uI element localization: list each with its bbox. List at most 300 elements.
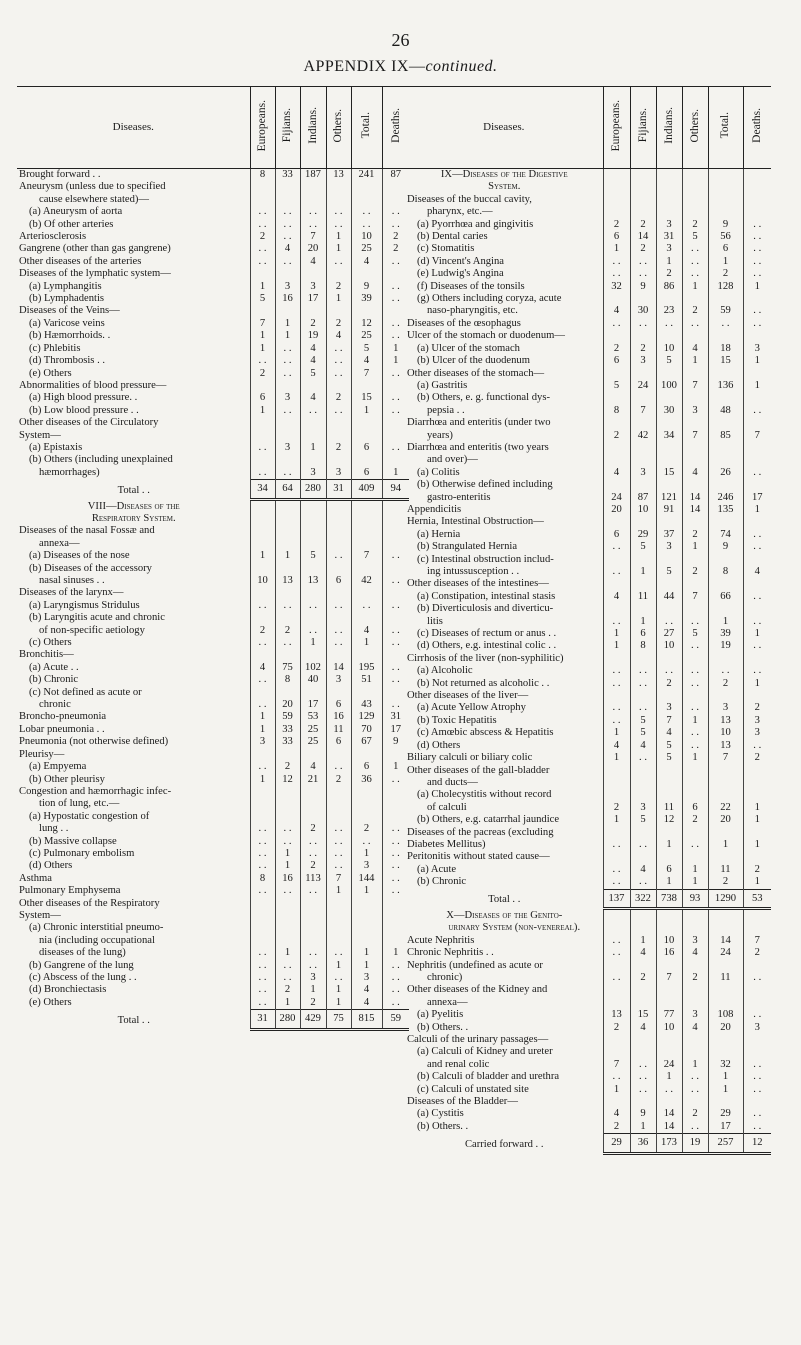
row-label: pharynx, etc.— [427,206,493,218]
row-value: 12 [656,814,682,826]
row-value [250,563,275,575]
table-row [17,243,409,255]
row-value: 14 [656,1121,682,1133]
row-label: Asthma [19,872,52,884]
table-row [405,256,771,268]
row-value: . . [682,1121,708,1133]
row-value: 1 [682,876,708,888]
row-value: 1 [250,281,275,293]
row-value: 5 [630,541,656,553]
table-row [405,935,771,947]
row-value: 108 [708,1009,743,1021]
row-value [250,687,275,699]
row-value: 14 [656,1108,682,1120]
row-value: 5 [656,740,682,752]
row-value: 1 [275,997,300,1009]
row-value: 39 [708,628,743,640]
table-row [405,343,771,355]
row-value: . . [630,256,656,268]
row-value: 1 [603,628,630,640]
row-value: . . [275,355,300,367]
row-value: . . [250,848,275,860]
row-value: 1 [250,724,275,736]
row-value [275,513,300,525]
row-value: 1 [743,678,771,690]
row-value [275,898,300,910]
table-row [17,442,409,454]
table-row [17,405,409,417]
col-europeans-label: Europeans. [610,99,623,151]
row-value: . . [275,256,300,268]
table-row [17,538,409,550]
row-value [656,827,682,839]
row-value: . . [382,984,409,996]
row-value: 17 [743,492,771,504]
row-value: . . [682,1071,708,1083]
row-value: 3 [326,467,351,479]
table-row [17,305,409,317]
row-label: Diseases of the nasal Fossæ and [19,525,155,537]
row-value [300,417,326,429]
row-label: (a) Laryngismus Stridulus [29,599,140,611]
row-value: . . [630,268,656,280]
row-value: . . [326,343,351,355]
row-value: 4 [326,330,351,342]
row-value: 129 [351,711,382,723]
row-value: 1 [275,947,300,959]
row-value: 26 [708,467,743,479]
row-label: pepsia . . [427,404,465,416]
row-value [326,563,351,575]
row-value [630,392,656,404]
row-value: 20 [603,504,630,516]
row-value [275,194,300,206]
row-value: . . [275,600,300,612]
table-row [17,848,409,860]
row-label: (a) Acute Yellow Atrophy [417,702,526,714]
row-value [351,525,382,537]
row-value [250,811,275,823]
row-value [275,786,300,798]
row-label: Broncho-pneumonia [19,711,107,723]
row-value: 187 [300,169,326,181]
row-value: 1 [743,876,771,888]
row-label: VIII—Diseases of the [87,500,180,512]
row-label: (g) Others including coryza, acute [417,293,562,305]
row-value: . . [382,972,409,984]
row-value: 3 [351,860,382,872]
row-value: . . [300,405,326,417]
row-value: 2 [275,761,300,773]
row-value: 66 [708,591,743,603]
row-value: 1 [300,637,326,649]
row-value [603,910,630,922]
row-value: . . [250,761,275,773]
row-value: 13 [708,715,743,727]
row-label: (c) Stomatitis [417,243,475,255]
row-value: 9 [708,541,743,553]
row-label: (a) Diseases of the nose [29,550,130,562]
row-value [743,1034,771,1046]
row-value: 10 [656,935,682,947]
row-value [603,777,630,789]
row-value: 2 [250,368,275,380]
table-row [405,368,771,380]
table-row [17,898,409,910]
row-value [743,789,771,801]
row-value: 4 [630,947,656,959]
row-value: . . [682,678,708,690]
row-label: gastro-enteritis [427,491,491,503]
row-value: 7 [351,550,382,562]
row-value [275,922,300,934]
row-value [682,997,708,1009]
row-value: . . [250,256,275,268]
row-value [275,798,300,810]
row-value: 13 [603,1009,630,1021]
row-value: 20 [300,243,326,255]
row-value: 1 [656,839,682,851]
row-value: . . [382,637,409,649]
row-value: 1 [326,997,351,1009]
row-label: chronic [39,699,71,711]
row-value: . . [630,678,656,690]
row-value: 6 [603,529,630,541]
page-title [0,58,801,76]
row-value: 2 [603,1121,630,1133]
row-value: 42 [351,575,382,587]
table-row [17,587,409,599]
row-value [351,181,382,193]
row-value: . . [682,1084,708,1096]
row-value: 280 [275,1010,300,1029]
row-value: . . [682,740,708,752]
row-value [603,1034,630,1046]
row-value [743,578,771,590]
page-number: 26 [391,30,410,50]
row-value: 2 [682,529,708,541]
row-value [275,649,300,661]
row-value [708,330,743,342]
table-row [405,678,771,690]
row-value: . . [630,665,656,677]
row-value [656,922,682,934]
row-value [300,194,326,206]
row-value: 5 [656,355,682,367]
row-value: 1 [300,442,326,454]
row-value: 1 [275,318,300,330]
row-value: 4 [603,740,630,752]
row-value [351,935,382,947]
row-value [708,454,743,466]
row-label: (b) Calculi of bladder and urethra [417,1071,560,1083]
table-row [405,355,771,367]
row-value [351,538,382,550]
row-value: 4 [682,467,708,479]
row-value [603,442,630,454]
row-value [326,587,351,599]
row-value [300,649,326,661]
row-value [743,910,771,922]
table-row [17,467,409,479]
row-label: (a) Calculi of Kidney and ureter [417,1046,553,1058]
row-value: 16 [275,873,300,885]
row-value: 87 [382,169,409,181]
row-value: 17 [300,293,326,305]
row-label: cause elsewhere stated)— [39,193,150,205]
row-value [743,554,771,566]
row-label: (c) Phlebitis [29,342,81,354]
row-value [682,851,708,863]
row-value [300,268,326,280]
row-value: . . [630,702,656,714]
row-value: 9 [382,736,409,748]
row-value [300,687,326,699]
row-value [275,935,300,947]
row-value: . . [275,637,300,649]
row-value: . . [326,947,351,959]
row-value: . . [250,947,275,959]
row-value: 1 [326,243,351,255]
row-value: . . [275,972,300,984]
row-value: . . [682,243,708,255]
row-value: 246 [708,492,743,504]
table-row [405,1108,771,1120]
total-row [17,480,409,499]
row-value: 1 [743,355,771,367]
row-value: . . [250,960,275,972]
row-value [682,765,708,777]
row-value [250,501,275,513]
row-value: 102 [300,662,326,674]
col-indians-label: Indians. [662,106,675,144]
table-row [405,814,771,826]
row-value: 7 [630,405,656,417]
row-value [351,811,382,823]
row-value: . . [603,268,630,280]
row-value [250,194,275,206]
row-value: 1 [250,550,275,562]
table-row [405,603,771,615]
row-value [603,554,630,566]
row-label: (b) Strangulated Hernia [417,541,518,553]
row-value: 7 [603,1059,630,1071]
row-value: . . [743,972,771,984]
row-label: Diarrhœa and enteritis (two years [407,441,549,453]
row-value: 1 [382,467,409,479]
row-value [250,538,275,550]
table-row [17,563,409,575]
row-value: . . [382,699,409,711]
row-value: 1 [326,293,351,305]
row-value: . . [351,836,382,848]
row-value [351,501,382,513]
row-label: (d) Others, e.g. intestinal colic . . [417,640,557,652]
row-value: 7 [708,752,743,764]
table-row [17,910,409,922]
row-value [708,392,743,404]
row-value: 94 [382,480,409,499]
row-value [743,851,771,863]
row-value: 3 [682,935,708,947]
row-label: and renal colic [427,1058,490,1070]
row-value: 19 [708,640,743,652]
row-value: 136 [708,380,743,392]
row-value: . . [351,219,382,231]
row-value [603,479,630,491]
row-value: . . [603,566,630,578]
table-row [405,628,771,640]
row-value: . . [275,219,300,231]
row-value: 7 [351,368,382,380]
col-europeans [603,87,630,169]
row-value [656,392,682,404]
row-label: (b) Gangrene of the lung [29,959,134,971]
row-label: (a) Aneurysm of aorta [29,206,123,218]
row-value: . . [250,637,275,649]
row-value: 17 [382,724,409,736]
row-value: 1 [326,984,351,996]
row-value: 7 [682,591,708,603]
row-value: 7 [326,873,351,885]
row-label: (c) Not defined as acute or [29,686,142,698]
row-value: 409 [351,480,382,499]
row-value [300,612,326,624]
row-value [326,910,351,922]
table-row [405,554,771,566]
table-row [17,513,409,525]
row-value [250,612,275,624]
table-row [17,231,409,243]
row-value: 1 [351,637,382,649]
row-value: . . [382,848,409,860]
table-row [17,219,409,231]
row-value [708,1096,743,1108]
row-value: . . [300,206,326,218]
row-value [656,777,682,789]
row-value: 1 [275,848,300,860]
row-value: 1 [656,876,682,888]
row-value [630,777,656,789]
row-value [656,417,682,429]
row-value: . . [382,318,409,330]
row-value: . . [300,885,326,897]
table-row [405,876,771,888]
row-value [603,206,630,218]
row-value [275,811,300,823]
header-row [405,87,771,169]
row-value [682,984,708,996]
row-value: . . [603,972,630,984]
table-row [17,885,409,897]
row-value [682,368,708,380]
row-value: . . [603,1071,630,1083]
row-label: (a) Pyorrhœa and gingivitis [417,218,534,230]
table-row [405,789,771,801]
row-value [656,516,682,528]
row-value: 39 [351,293,382,305]
row-value: 4 [603,1108,630,1120]
table-row [17,368,409,380]
row-value: . . [326,405,351,417]
row-value: 2 [603,343,630,355]
row-label: (a) High blood pressure. . [29,392,138,404]
col-fijians [275,87,300,169]
row-value: 5 [603,380,630,392]
row-value: 2 [326,774,351,786]
col-fijians-label: Fijians. [636,108,649,143]
row-value: . . [743,405,771,417]
table-row [405,181,771,193]
row-value: 11 [630,591,656,603]
row-value [743,368,771,380]
table-row [405,1022,771,1034]
row-value: 77 [656,1009,682,1021]
row-value [250,786,275,798]
row-value [682,181,708,193]
row-value [603,603,630,615]
row-value [682,479,708,491]
row-value: 815 [351,1010,382,1029]
row-label: ing intussusception . . [427,566,520,577]
row-value [656,851,682,863]
row-value [630,368,656,380]
row-value: 37 [656,529,682,541]
row-label: Other diseases of the Kidney and [407,984,548,996]
row-value: 4 [351,984,382,996]
row-value: . . [630,1059,656,1071]
row-value: . . [326,972,351,984]
table-row [405,1084,771,1096]
row-value: . . [743,1121,771,1133]
row-value [275,380,300,392]
row-value: . . [656,665,682,677]
table-row [17,612,409,624]
row-value: 6 [603,355,630,367]
row-value [603,690,630,702]
row-value: 4 [275,243,300,255]
row-value [743,922,771,934]
row-value [300,563,326,575]
row-value: 59 [382,1010,409,1029]
row-value [351,454,382,466]
table-row [405,1034,771,1046]
row-value: 53 [300,711,326,723]
row-value: 3 [300,972,326,984]
row-value: 173 [656,1134,682,1153]
col-others-label: Others. [688,108,701,143]
row-value [326,749,351,761]
row-label: (e) Others [29,367,72,379]
table-row [405,566,771,578]
total-row [17,1010,409,1029]
table-row [405,504,771,516]
table-row [17,960,409,972]
row-label: (b) Diseases of the accessory [29,562,152,574]
row-value: 75 [326,1010,351,1029]
total-row [405,1134,771,1153]
row-value [250,513,275,525]
row-value [326,798,351,810]
row-value: . . [743,318,771,330]
row-value [300,430,326,442]
row-value: . . [603,256,630,268]
row-value: . . [326,836,351,848]
table-row [17,947,409,959]
row-value: . . [382,256,409,268]
row-label: Nephritis (undefined as acute or [407,959,543,971]
row-label: Diseases of the larynx— [19,587,124,599]
